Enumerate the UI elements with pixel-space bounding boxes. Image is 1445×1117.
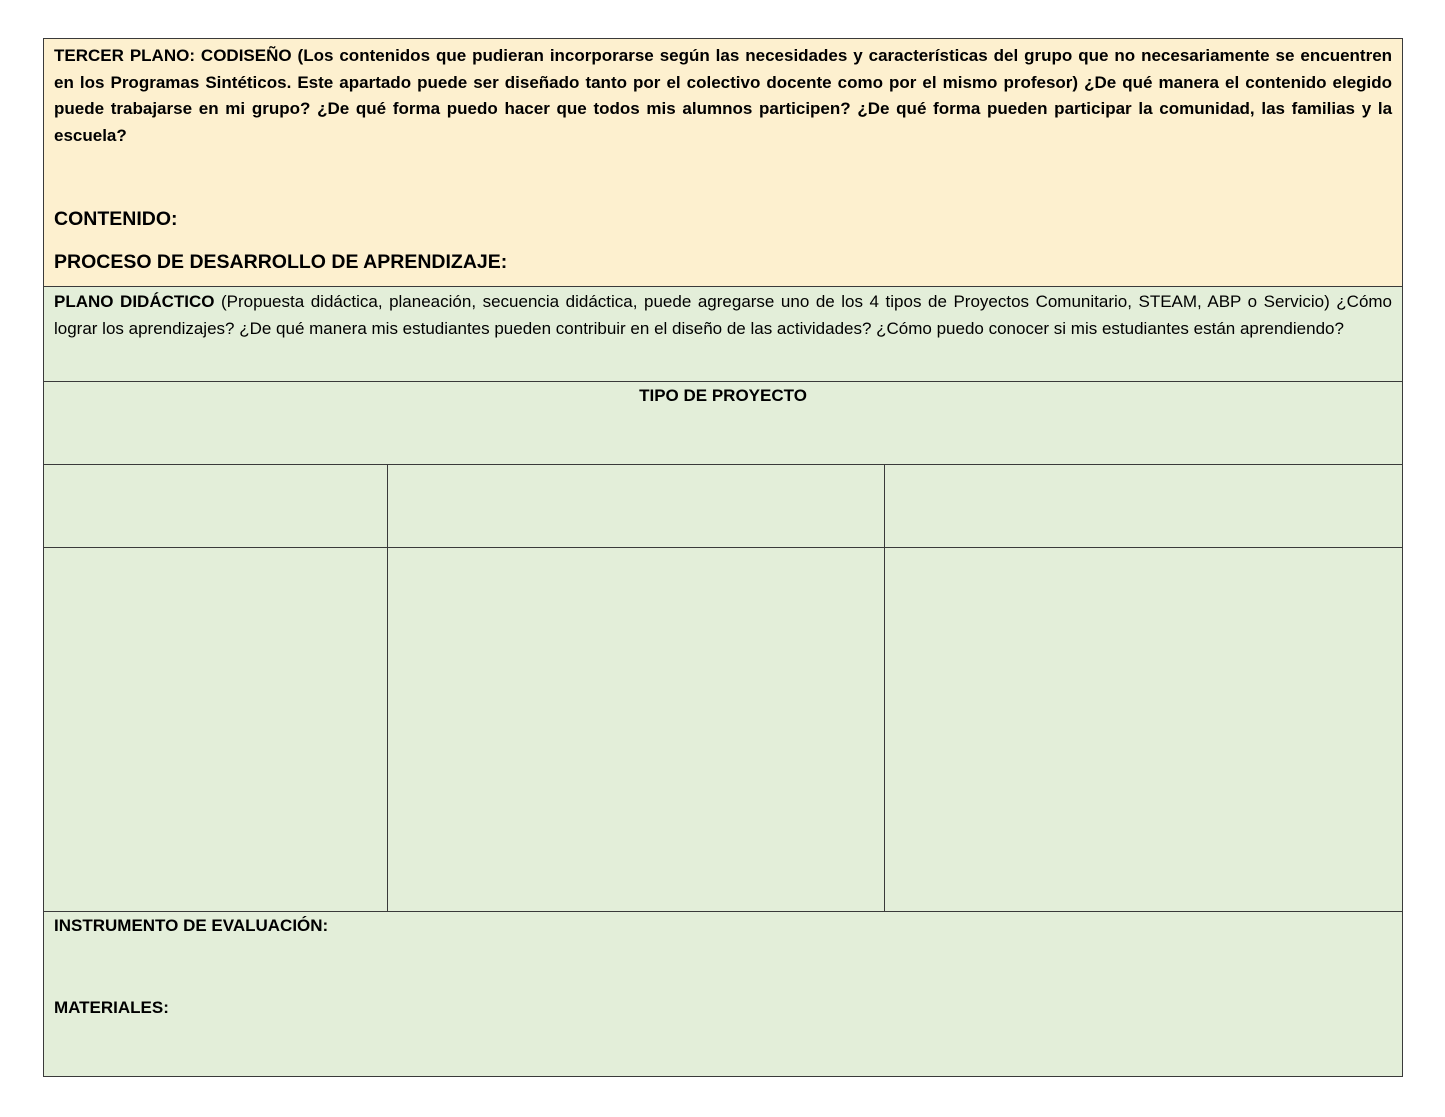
plano-didactico-section	[44, 287, 1403, 382]
grid-cell-r2-c1[interactable]	[44, 548, 388, 912]
grid-cell-r1-c1[interactable]	[44, 465, 388, 548]
instrumento-evaluacion-label: INSTRUMENTO DE EVALUACIÓN:	[54, 916, 329, 935]
plano-didactico-paragraph	[54, 289, 1392, 342]
contenido-label: CONTENIDO:	[54, 208, 178, 230]
tercer-plano-section	[44, 39, 1403, 287]
tercer-plano-text: TERCER PLANO: CODISEÑO (Los contenidos que pudieran incorporarse según las necesidades y características del grupo que no necesariamente se encuentren en los Programas Sintéticos. Este apartado puede ser diseñado tanto por el colectivo docente como por el mismo profesor) ¿De qué manera el contenido elegido puede trabajarse en mi grupo? ¿De qué forma puedo hacer que todos mis alumnos participen? ¿De qué forma pueden participar la comunidad, las familias y la escuela?	[54, 46, 1393, 145]
grid-cell-r2-c2[interactable]	[388, 548, 885, 912]
plano-didactico-text: (Propuesta didáctica, planeación, secuencia didáctica, puede agregarse uno de los 4 tipos de Proyectos Comunitario, STEAM, ABP o Servicio) ¿Cómo lograr los aprendizajes? ¿De qué manera mis estudiantes pueden contribuir en el diseño de las actividades? ¿Cómo puedo conocer si mis estudiantes están aprendiendo?	[54, 292, 1393, 338]
grid-cell-r1-c3[interactable]	[885, 465, 1403, 548]
grid-cell-r1-c2[interactable]	[388, 465, 885, 548]
materiales-label: MATERIALES:	[54, 998, 169, 1017]
tipo-proyecto-label: TIPO DE PROYECTO	[639, 386, 807, 405]
proceso-desarrollo-label: PROCESO DE DESARROLLO DE APRENDIZAJE:	[54, 251, 508, 273]
grid-cell-r2-c3[interactable]	[885, 548, 1403, 912]
plano-didactico-title: PLANO DIDÁCTICO	[54, 292, 215, 311]
evaluacion-materiales-section[interactable]	[44, 912, 1403, 1077]
tipo-proyecto-section[interactable]	[44, 382, 1403, 465]
planning-form-table	[43, 38, 1403, 1077]
